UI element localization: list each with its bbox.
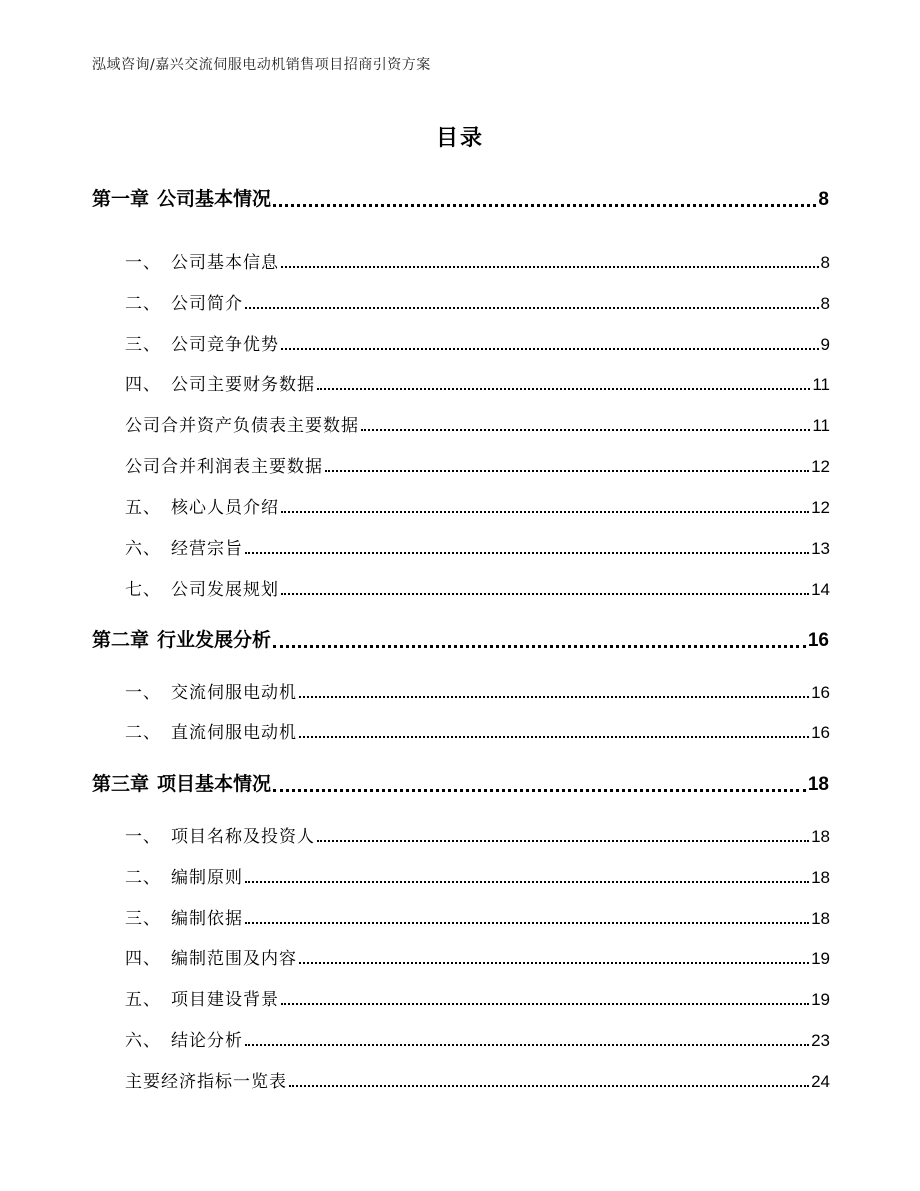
toc-entry-number: 六、 <box>125 539 161 559</box>
toc-entry-label: 公司基本信息 <box>171 253 279 273</box>
toc-dot-leader <box>273 644 806 648</box>
toc-entry-label: 编制依据 <box>171 909 243 929</box>
toc-section-entry[interactable] <box>125 289 830 314</box>
toc-dot-leader <box>281 347 819 350</box>
toc-entry-label: 编制范围及内容 <box>171 949 297 969</box>
toc-dot-leader <box>299 695 809 698</box>
toc-entry-number: 二、 <box>125 868 161 888</box>
toc-entry-number: 第一章 <box>92 188 150 210</box>
toc-entry-label: 直流伺服电动机 <box>171 723 297 743</box>
toc-entry-number: 一、 <box>125 253 161 273</box>
toc-entry-page-number: 8 <box>820 253 830 272</box>
toc-dot-leader <box>299 961 809 964</box>
toc-dot-leader <box>245 306 819 309</box>
toc-section-entry[interactable] <box>125 330 830 355</box>
toc-entry-page-number: 18 <box>811 909 830 928</box>
toc-entry-number: 一、 <box>125 827 161 847</box>
toc-section-entry[interactable] <box>125 493 830 518</box>
toc-dot-leader <box>281 265 819 268</box>
toc-entry-number: 第二章 <box>92 629 150 651</box>
toc-section-entry[interactable] <box>125 985 830 1010</box>
toc-entry-page-number: 18 <box>811 868 830 887</box>
toc-entry-page-number: 23 <box>811 1031 830 1050</box>
toc-entry-number: 三、 <box>125 909 161 929</box>
toc-entry-label: 公司主要财务数据 <box>171 375 315 395</box>
toc-dot-leader <box>289 1084 809 1087</box>
toc-entry-label: 公司简介 <box>171 294 243 314</box>
toc-section-entry[interactable] <box>125 1026 830 1051</box>
toc-chapter-entry[interactable] <box>92 625 829 652</box>
toc-dot-leader <box>245 551 809 554</box>
toc-entry-number: 五、 <box>125 990 161 1010</box>
toc-title: 目录 <box>435 126 484 151</box>
toc-entry-label: 行业发展分析 <box>157 629 272 651</box>
toc-entry-page-number: 11 <box>812 416 830 435</box>
toc-entry-label: 项目建设背景 <box>171 990 279 1010</box>
toc-entry-number: 第三章 <box>92 773 150 795</box>
toc-chapter-entry[interactable] <box>92 184 829 211</box>
toc-entry-label: 公司合并利润表主要数据 <box>125 457 323 477</box>
toc-dot-leader <box>317 387 810 390</box>
toc-section-entry[interactable] <box>125 822 830 847</box>
toc-entry-page-number: 11 <box>812 375 830 394</box>
toc-entry-number: 四、 <box>125 375 161 395</box>
toc-dot-leader <box>281 510 809 513</box>
toc-entry-page-number: 24 <box>811 1072 830 1091</box>
toc-entry-label: 结论分析 <box>171 1031 243 1051</box>
toc-dot-leader <box>273 203 816 207</box>
toc-section-entry[interactable] <box>125 534 830 559</box>
toc-entry-page-number: 18 <box>811 827 830 846</box>
toc-dot-leader <box>317 839 809 842</box>
toc-entry-label: 公司基本情况 <box>157 188 272 210</box>
toc-entry-label: 编制原则 <box>171 868 243 888</box>
toc-dot-leader <box>299 735 809 738</box>
toc-section-entry[interactable] <box>125 904 830 929</box>
toc-entry-number: 五、 <box>125 498 161 518</box>
toc-dot-leader <box>273 788 806 792</box>
toc-dot-leader <box>245 880 809 883</box>
toc-entry-page-number: 16 <box>811 723 830 742</box>
toc-entry-label: 公司发展规划 <box>171 580 279 600</box>
toc-entry-label: 项目基本情况 <box>157 773 272 795</box>
toc-dot-leader <box>245 1043 809 1046</box>
toc-dot-leader <box>281 1002 809 1005</box>
toc-dot-leader <box>245 921 809 924</box>
toc-dot-leader <box>281 592 809 595</box>
toc-entry-page-number: 12 <box>811 498 830 517</box>
toc-section-entry[interactable] <box>125 1067 830 1092</box>
running-header: 泓域咨询/嘉兴交流伺服电动机销售项目招商引资方案 <box>92 57 431 73</box>
toc-entry-label: 公司合并资产负债表主要数据 <box>125 416 359 436</box>
toc-entry-page-number: 12 <box>811 457 830 476</box>
toc-entry-number: 一、 <box>125 683 161 703</box>
toc-section-entry[interactable] <box>125 575 830 600</box>
toc-entry-page-number: 16 <box>807 630 829 651</box>
toc-entry-label: 核心人员介绍 <box>171 498 279 518</box>
toc-entry-number: 七、 <box>125 580 161 600</box>
toc-entry-page-number: 8 <box>820 294 830 313</box>
toc-entry-page-number: 18 <box>807 774 829 795</box>
toc-section-entry[interactable] <box>125 678 830 703</box>
toc-section-entry[interactable] <box>125 452 830 477</box>
toc-dot-leader <box>361 428 810 431</box>
toc-entry-number: 二、 <box>125 723 161 743</box>
toc-dot-leader <box>325 469 809 472</box>
toc-entry-page-number: 8 <box>818 189 829 210</box>
toc-chapter-entry[interactable] <box>92 769 829 796</box>
toc-entry-page-number: 14 <box>811 580 830 599</box>
toc-entry-page-number: 16 <box>811 683 830 702</box>
toc-entry-label: 交流伺服电动机 <box>171 683 297 703</box>
toc-entry-page-number: 9 <box>820 335 830 354</box>
toc-section-entry[interactable] <box>125 411 830 436</box>
toc-entry-label: 项目名称及投资人 <box>171 827 315 847</box>
toc-entry-page-number: 19 <box>811 949 830 968</box>
toc-section-entry[interactable] <box>125 370 830 395</box>
toc-section-entry[interactable] <box>125 863 830 888</box>
toc-entry-number: 六、 <box>125 1031 161 1051</box>
toc-entry-number: 四、 <box>125 949 161 969</box>
toc-section-entry[interactable] <box>125 718 830 743</box>
toc-entry-page-number: 13 <box>811 539 830 558</box>
toc-entry-label: 公司竞争优势 <box>171 335 279 355</box>
toc-entry-label: 经营宗旨 <box>171 539 243 559</box>
toc-entry-number: 二、 <box>125 294 161 314</box>
toc-section-entry[interactable] <box>125 944 830 969</box>
toc-entry-page-number: 19 <box>811 990 830 1009</box>
toc-entry-number: 三、 <box>125 335 161 355</box>
toc-entry-label: 主要经济指标一览表 <box>125 1072 287 1092</box>
toc-section-entry[interactable] <box>125 248 830 273</box>
